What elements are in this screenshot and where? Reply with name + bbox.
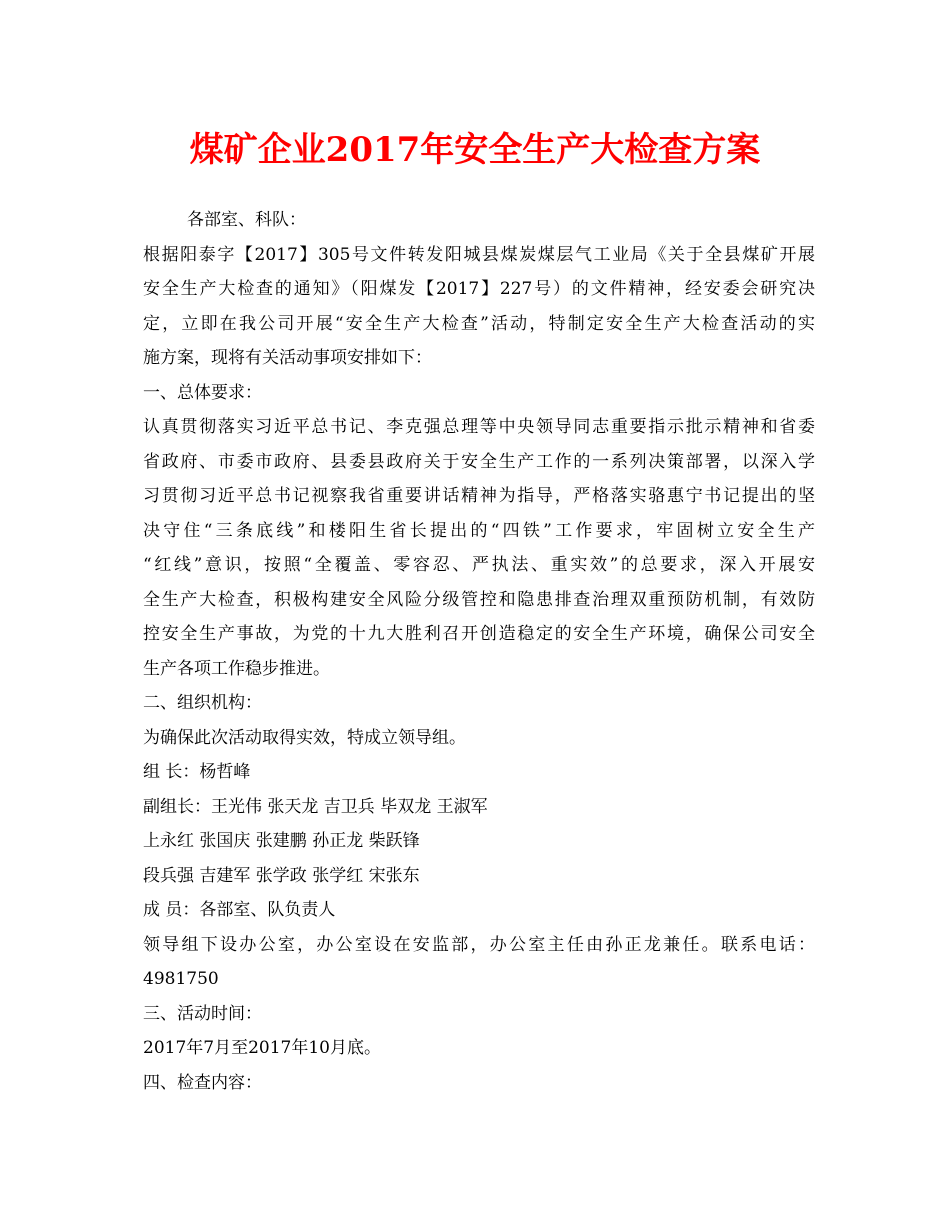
paragraph-line: 省政府、市委市政府、县委县政府关于安全生产工作的一系列决策部署，以深入学 bbox=[143, 451, 815, 472]
salutation-line: 各部室、科队： bbox=[187, 210, 306, 230]
paragraph-line: 定，立即在我公司开展“安全生产大检查”活动，特制定安全生产大检查活动的实 bbox=[143, 313, 815, 334]
document-title: 煤矿企业2017年安全生产大检查方案 bbox=[189, 130, 761, 170]
paragraph-line: 领导组下设办公室，办公室设在安监部，办公室主任由孙正龙兼任。联系电话： bbox=[143, 934, 815, 955]
paragraph-line: “红线”意识，按照“全覆盖、零容忍、严执法、重实效”的总要求，深入开展安 bbox=[143, 555, 815, 575]
deputy-leaders-line: 上永红 张国庆 张建鹏 孙正龙 柴跃锋 bbox=[143, 831, 420, 851]
paragraph-line: 决守住“三条底线”和楼阳生省长提出的“四铁”工作要求，牢固树立安全生产 bbox=[143, 520, 815, 541]
paragraph-line: 控安全生产事故，为党的十九大胜利召开创造稳定的安全生产环境，确保公司安全 bbox=[143, 624, 815, 644]
paragraph-line: 习贯彻习近平总书记视察我省重要讲话精神为指导，严格落实骆惠宁书记提出的坚 bbox=[143, 486, 815, 506]
paragraph-line: 生产各项工作稳步推进。 bbox=[143, 658, 330, 679]
paragraph-line: 根据阳泰字【2017】305号文件转发阳城县煤炭煤层气工业局《关于全县煤矿开展 bbox=[143, 244, 815, 265]
deputy-leaders-line: 段兵强 吉建军 张学政 张学红 宋张东 bbox=[143, 865, 420, 886]
section-heading-3: 三、活动时间： bbox=[143, 1003, 262, 1024]
deputy-leaders-line: 副组长：王光伟 张天龙 吉卫兵 毕双龙 王淑军 bbox=[143, 796, 488, 817]
paragraph-line: 认真贯彻落实习近平总书记、李克强总理等中央领导同志重要指示批示精神和省委 bbox=[143, 417, 815, 437]
section-heading-4: 四、检查内容： bbox=[143, 1072, 262, 1093]
document-body bbox=[143, 203, 815, 1100]
paragraph-line: 全生产大检查，积极构建安全风险分级管控和隐患排查治理双重预防机制，有效防 bbox=[143, 589, 815, 610]
phone-number-line: 4981750 bbox=[143, 969, 219, 989]
paragraph-line: 为确保此次活动取得实效，特成立领导组。 bbox=[143, 727, 466, 748]
paragraph-line: 施方案，现将有关活动事项安排如下： bbox=[143, 348, 432, 368]
members-line: 成 员：各部室、队负责人 bbox=[143, 900, 336, 920]
paragraph-line: 安全生产大检查的通知》（阳煤发【2017】227号）的文件精神，经安委会研究决 bbox=[143, 279, 815, 299]
leader-line: 组 长：杨哲峰 bbox=[143, 762, 251, 782]
section-heading-1: 一、总体要求： bbox=[143, 382, 262, 403]
paragraph-line: 2017年7月至2017年10月底。 bbox=[143, 1038, 381, 1058]
section-heading-2: 二、组织机构： bbox=[143, 693, 262, 713]
